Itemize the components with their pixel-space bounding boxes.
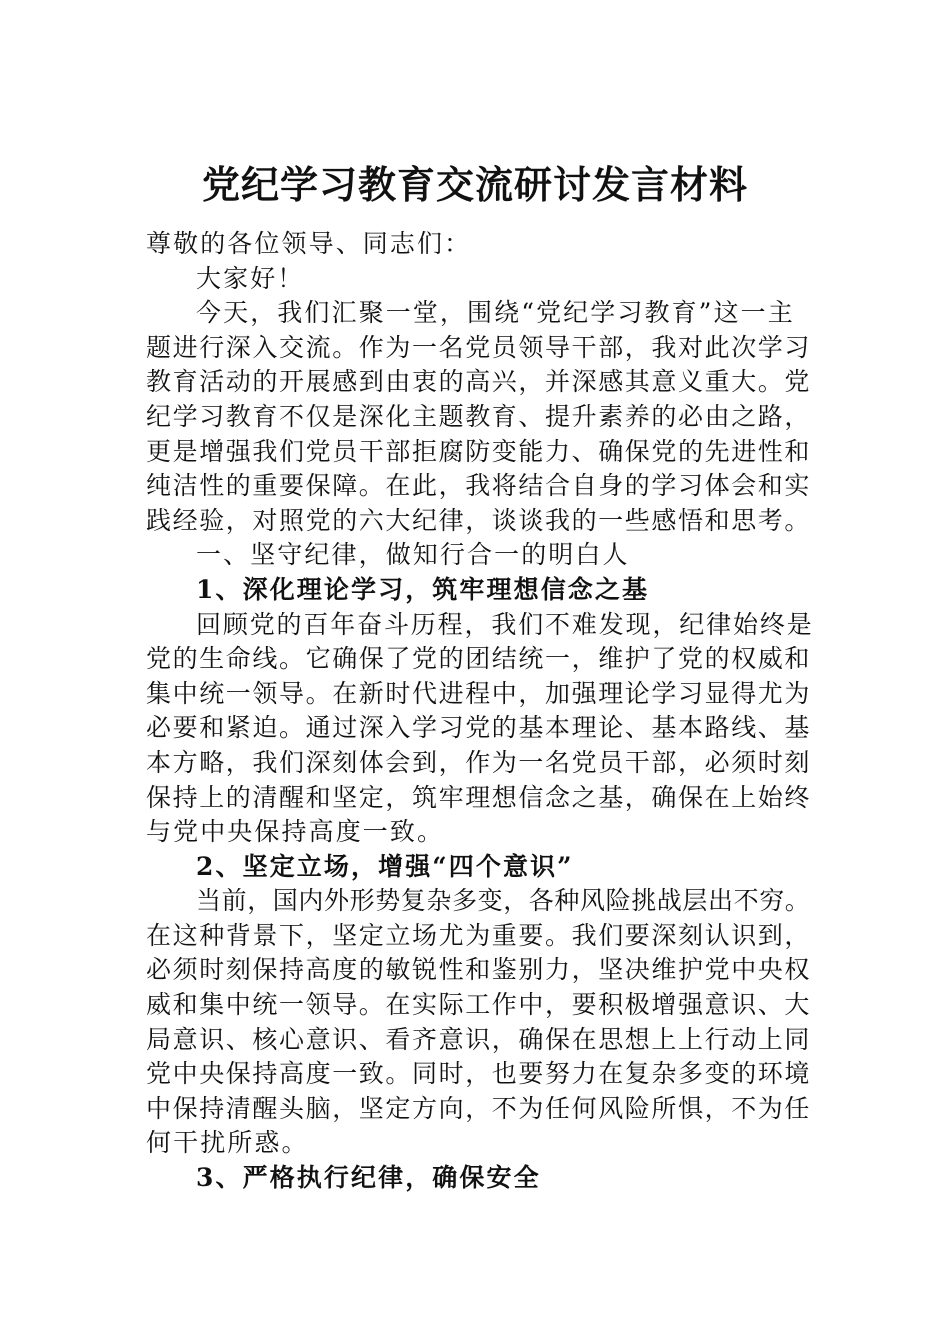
- document-title: 党纪学习教育交流研讨发言材料: [201, 162, 748, 207]
- subsection-heading: 2、坚定立场，增强“四个意识”: [196, 851, 574, 881]
- text-line: 题进行深入交流。作为一名党员领导干部，我对此次学习: [146, 332, 812, 362]
- text-line: 威和集中统一领导。在实际工作中，要积极增强意识、大: [146, 990, 812, 1020]
- text-line: 当前，国内外形势复杂多变，各种风险挑战层出不穷。: [196, 886, 811, 916]
- text-line: 大家好！: [196, 263, 305, 293]
- text-line: 党中央保持高度一致。同时，也要努力在复杂多变的环境: [146, 1059, 812, 1089]
- text-line: 教育活动的开展感到由衷的高兴，并深感其意义重大。党: [146, 367, 812, 397]
- text-line: 与党中央保持高度一致。: [146, 817, 445, 847]
- text-line: 更是增强我们党员干部拒腐防变能力、确保党的先进性和: [146, 436, 812, 466]
- document-body: [146, 227, 814, 1196]
- text-line: 纪学习教育不仅是深化主题教育、提升素养的必由之路，: [146, 401, 812, 431]
- subsection-heading: 1、深化理论学习，筑牢理想信念之基: [196, 574, 650, 604]
- text-line: 尊敬的各位领导、同志们：: [146, 229, 472, 258]
- text-line: 中保持清醒头脑，坚定方向，不为任何风险所惧，不为任: [146, 1093, 812, 1123]
- subsection-heading: 3、严格执行纪律，确保安全: [196, 1163, 541, 1193]
- text-line: 纯洁性的重要保障。在此，我将结合自身的学习体会和实: [146, 471, 812, 501]
- text-line: 践经验，对照党的六大纪律，谈谈我的一些感悟和思考。: [146, 505, 812, 535]
- text-line: 在这种背景下，坚定立场尤为重要。我们要深刻认识到，: [146, 920, 812, 950]
- text-line: 回顾党的百年奋斗历程，我们不难发现，纪律始终是: [196, 609, 814, 639]
- section-heading: 一、坚守纪律，做知行合一的明白人: [196, 540, 630, 570]
- text-line: 何干扰所惑。: [146, 1128, 309, 1158]
- text-line: 局意识、核心意识、看齐意识，确保在思想上上行动上同: [146, 1024, 812, 1054]
- text-line: 党的生命线。它确保了党的团结统一，维护了党的权威和: [146, 644, 812, 674]
- text-line: 必须时刻保持高度的敏锐性和鉴别力，坚决维护党中央权: [146, 955, 812, 985]
- text-line: 今天，我们汇聚一堂，围绕“党纪学习教育”这一主: [196, 298, 795, 328]
- text-line: 保持上的清醒和坚定，筑牢理想信念之基，确保在上始终: [146, 782, 812, 812]
- text-line: 必要和紧迫。通过深入学习党的基本理论、基本路线、基: [146, 713, 812, 743]
- text-line: 集中统一领导。在新时代进程中，加强理论学习显得尤为: [146, 678, 812, 708]
- text-line: 本方略，我们深刻体会到，作为一名党员干部，必须时刻: [146, 747, 812, 777]
